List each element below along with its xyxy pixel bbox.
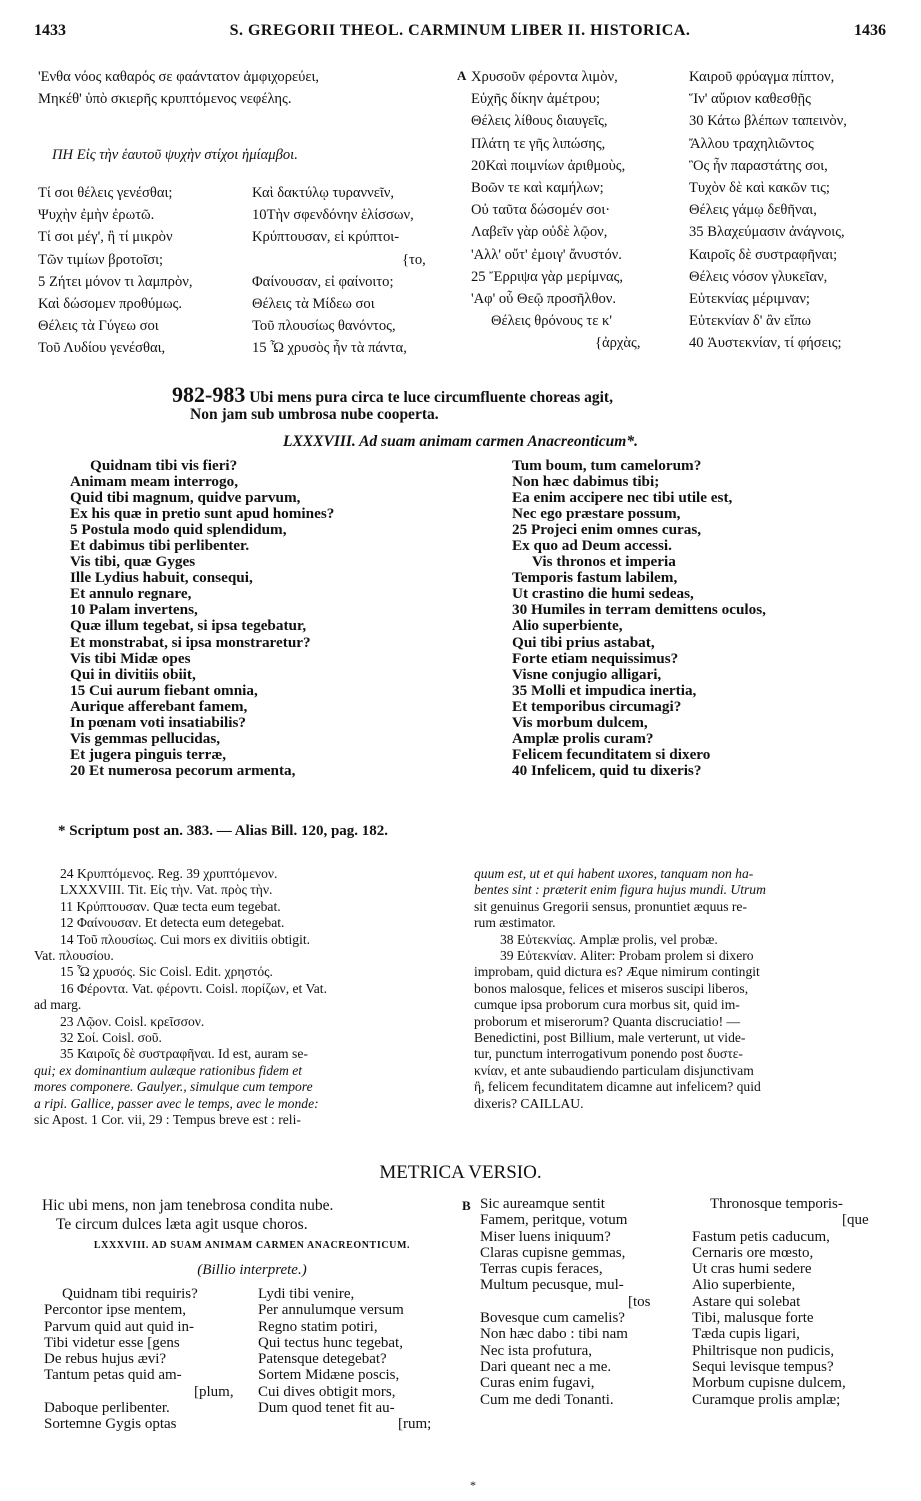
metrica-verse: Alio superbiente, [692, 1277, 796, 1294]
note-line: qui; ex dominantium aulæque rationibus fidem et [34, 1062, 303, 1078]
greek-verse: Τῶν τιμίων βροτοῖσι; [38, 251, 164, 268]
greek-verse: 40 Ἀυστεκνίαν, τί φήσεις; [689, 335, 842, 352]
note-line: rum æstimator. [474, 915, 556, 931]
greek-verse: Θέλεις τὰ Γύγεω σοι [38, 318, 159, 335]
greek-verse: Καὶ δακτύλῳ τυραννεῖν, [252, 185, 395, 201]
page-number-left: 1433 [34, 22, 66, 39]
greek-verse: Τοῦ Λυδίου γενέσθαι, [38, 340, 166, 357]
note-line: sit genuinus Gregorii sensus, pronuntiet æquus re- [474, 898, 747, 914]
metrica-verse: Bovesque cum camelis? [480, 1310, 625, 1327]
column-range-number: 982-983 [172, 386, 246, 406]
greek-verse: Καιροῦ φρύαγμα πίπτον, [689, 69, 835, 85]
metrica-verse: Cui dives obtigit mors, [258, 1383, 396, 1400]
metrica-intro-line: Te circum dulces læta agit usque choros. [56, 1216, 308, 1233]
metrica-verse: Sequi levisque tempus? [692, 1358, 834, 1375]
greek-intro [38, 66, 453, 110]
metrica-verse: Regno statim potiri, [258, 1318, 378, 1335]
margin-marker-a: A [457, 68, 467, 83]
latin-verse: Alio superbiente, [512, 618, 623, 635]
note-line: ἢ, felicem fecunditatem dicamne aut infelicem? quid [474, 1079, 761, 1095]
latin-verse: Quid tibi magnum, quidve parvum, [70, 490, 301, 507]
greek-verse: Λαβεῖν γὰρ οὐδὲ λῷον, [471, 224, 608, 241]
metrica-intro-line: Hic ubi mens, non jam tenebrosa condita nube. [42, 1197, 334, 1214]
metrica-verse: Tibi, malusque forte [692, 1310, 814, 1327]
note-line: 23 Λῷον. Coisl. κρεῖσσον. [60, 1013, 205, 1029]
latin-verse: Forte etiam nequissimus? [512, 650, 679, 667]
metrica-column-1 [44, 1286, 256, 1433]
margin-marker-b: B [462, 1198, 471, 1213]
greek-verse: Οὐ ταῦτα δώσομέν σοι· [471, 202, 611, 219]
note-line: a ripi. Gallice, passer avec le temps, avec le monde: [34, 1095, 319, 1111]
note-line: sic Apost. 1 Cor. vii, 29 : Tempus breve est : reli- [34, 1112, 301, 1128]
page-number-right: 1436 [854, 22, 886, 39]
metrica-verse: Sic aureamque sentit [480, 1196, 605, 1212]
latin-verse: 40 Infelicem, quid tu dixeris? [512, 762, 702, 779]
note-line: bentes sint : præterit enim figura hujus mundi. Utrum [474, 882, 766, 898]
metrica-verse: Cernaris ore mœsto, [692, 1244, 814, 1261]
latin-verse: Et temporibus circumagi? [512, 698, 682, 715]
metrica-verse: Cum me dedi Tonanti. [480, 1391, 614, 1408]
metrica-verse: Curas enim fugavi, [480, 1375, 595, 1392]
metrica-verse: Fastum petis caducum, [692, 1228, 830, 1245]
greek-verse: Θέλεις γάμῳ δεθῆναι, [689, 202, 817, 219]
metrica-verse-continuation: [tos [628, 1293, 651, 1310]
latin-column-1 [70, 458, 505, 779]
greek-verse: Βοῶν τε καὶ καμήλων; [471, 180, 604, 197]
latin-verse: Vis tibi, quæ Gyges [70, 554, 196, 571]
latin-verse: Ut crastino die humi sedeas, [512, 586, 694, 603]
note-line: quum est, ut et qui habent uxores, tanquam non ha- [474, 866, 754, 881]
note-line: 15 Ὦ χρυσός. Sic Coisl. Edit. χρηστός. [60, 964, 273, 980]
latin-verse: 15 Cui aurum fiebant omnia, [70, 682, 258, 699]
latin-intro-line: Non jam sub umbrosa nube cooperta. [190, 406, 439, 423]
greek-verse-continuation: {ἀρχὰς, [595, 335, 641, 352]
notes-column-2 [474, 866, 890, 1112]
latin-verse: Qui tibi prius astabat, [512, 634, 655, 651]
note-line: 38 Εὐτεκνίας. Amplæ prolis, vel probæ. [500, 931, 718, 947]
metrica-intro [42, 1196, 462, 1234]
latin-verse: Quidnam tibi vis fieri? [90, 458, 238, 474]
note-line: κνίαν, et ante subaudiendo particulam disjunctivam [474, 1062, 754, 1078]
note-line: 39 Εὐτεκνίαν. Aliter: Probam prolem si dixero [500, 948, 754, 964]
metrica-verse: Ut cras humi sedere [692, 1261, 812, 1278]
metrica-column-4 [692, 1196, 892, 1408]
metrica-verse: Sortem Midæne poscis, [258, 1367, 400, 1384]
metrica-column-2 [258, 1286, 463, 1433]
latin-intro [172, 386, 872, 423]
greek-verse: 'Αλλ' οὔτ' ἐμοιγ' ἄνυστόν. [471, 246, 622, 263]
latin-verse: Temporis fastum labilem, [512, 570, 678, 587]
greek-verse: 5 Ζήτει μόνον τι λαμπρὸν, [38, 273, 193, 290]
metrica-verse-continuation: [rum; [398, 1416, 432, 1433]
latin-verse: Et jugera pinguis terræ, [70, 746, 227, 763]
latin-verse: Aurique afferebant famem, [70, 698, 248, 715]
latin-verse: 25 Projeci enim omnes curas, [512, 522, 702, 539]
metrica-verse: Lydi tibi venire, [258, 1286, 355, 1302]
latin-verse: Ea enim accipere nec tibi utile est, [512, 490, 733, 507]
note-line: 32 Σοί. Coisl. σοῦ. [60, 1030, 162, 1046]
greek-verse: 30 Κάτω βλέπων ταπεινὸν, [689, 113, 847, 130]
latin-verse: Vis morbum dulcem, [512, 714, 648, 731]
metrica-verse: Parvum quid aut quid in- [44, 1318, 194, 1335]
greek-verse: Τί σοι θέλεις γενέσθαι; [38, 185, 173, 201]
metrica-verse: Sortemne Gygis optas [44, 1416, 177, 1433]
latin-verse: Vis tibi Midæ opes [70, 650, 191, 667]
greek-verse: Τοῦ πλουσίως θανόντος, [252, 318, 396, 335]
greek-intro-line: 'Ενθα νόος καθαρός σε φαάντατον ἀμφιχορεύει, [38, 69, 320, 85]
latin-verse: Tum boum, tum camelorum? [512, 458, 702, 474]
latin-title: LXXXVIII. Ad suam animam carmen Anacreonticum*. [283, 433, 638, 450]
greek-verse: Ἵν' αὔριον καθεσθῇς [689, 91, 811, 108]
metrica-verse-continuation: [que [842, 1212, 869, 1229]
metrica-verse-continuation: [plum, [194, 1383, 234, 1400]
note-line: Vat. πλουσίου. [34, 948, 114, 964]
latin-verse: Nec ego præstare possum, [512, 506, 681, 523]
greek-verse: Ἄλλου τραχηλιῶντος [689, 135, 814, 152]
latin-verse: Vis gemmas pellucidas, [70, 730, 221, 747]
greek-verse: Φαίνουσαν, εἰ φαίνοιτο; [252, 273, 394, 290]
greek-verse: Θέλεις νόσον γλυκεῖαν, [689, 268, 828, 285]
note-line: bonos malosque, felices et miseros suscipi liberos, [474, 980, 749, 996]
greek-verse: 10Τὴν σφενδόνην ἑλίσσων, [252, 207, 414, 224]
metrica-verse: Tibi videtur esse [gens [44, 1334, 180, 1351]
latin-verse: Et dabimus tibi perlibenter. [70, 538, 250, 555]
greek-verse: Θέλεις λίθους διαυγεῖς, [471, 113, 608, 130]
metrica-verse: Nec ista profutura, [480, 1342, 593, 1359]
latin-verse: Visne conjugio alligari, [512, 666, 662, 683]
metrica-verse: Non hæc dabo : tibi nam [480, 1326, 628, 1343]
metrica-verse: Philtrisque non pudicis, [692, 1342, 835, 1359]
greek-verse: 15 Ὦ χρυσὸς ἦν τὰ πάντα, [252, 340, 407, 357]
latin-verse: 20 Et numerosa pecorum armenta, [70, 762, 296, 779]
note-line: improbam, quid dictura es? Æque nimirum contingit [474, 964, 760, 980]
note-line: 35 Καιροῖς δὲ συστραφῆναι. Id est, auram se- [60, 1046, 308, 1062]
greek-verse: 25 Ἔρριψα γὰρ μερίμνας, [471, 268, 624, 285]
metrica-verse: Dum quod tenet fit au- [258, 1400, 395, 1417]
latin-verse: Et annulo regnare, [70, 586, 192, 603]
metrica-verse: Astare qui solebat [692, 1293, 801, 1310]
greek-verse: 20Καὶ ποιμνίων ἀριθμοὺς, [471, 157, 626, 174]
latin-verse: Animam meam interrogo, [70, 474, 239, 491]
note-line: 16 Φέροντα. Vat. φέροντι. Coisl. πορίζων, et Vat. [60, 980, 327, 996]
greek-verse: Καὶ δώσομεν προθύμως. [38, 296, 183, 313]
note-line: 14 Τοῦ πλουσίως. Cui mors ex divitiis obtigit. [60, 931, 311, 947]
metrica-title: LXXXVIII. AD SUAM ANIMAM CARMEN ANACREONTICUM. [93, 1240, 411, 1251]
greek-verse: Πλάτη τε γῆς λιπώσης, [471, 135, 606, 152]
greek-verse: Εὐτεκνίαν δ' ἂν εἴπω [689, 313, 811, 330]
latin-verse: Ex his quæ in pretio sunt apud homines? [70, 506, 335, 523]
greek-verse: Ὃς ἦν παραστάτης σοι, [689, 157, 828, 174]
latin-verse: Ille Lydius habuit, consequi, [70, 570, 253, 587]
latin-verse: 5 Postula modo quid splendidum, [70, 522, 287, 539]
metrica-verse: Multum pecusque, mul- [480, 1277, 624, 1294]
metrica-verse: Morbum cupisne dulcem, [692, 1375, 846, 1392]
latin-column-2 [512, 458, 892, 779]
note-line: ad marg. [34, 997, 82, 1013]
metrica-verse: Qui tectus hunc tegebat, [258, 1334, 403, 1351]
metrica-verse: Claras cupisne gemmas, [480, 1244, 626, 1261]
metrica-verse: Patensque detegebat? [258, 1351, 387, 1368]
greek-verse: 'Αφ' οὗ Θεῷ προσῆλθον. [471, 291, 617, 308]
running-header [34, 22, 886, 46]
metrica-verse: Quidnam tibi requiris? [62, 1286, 198, 1302]
latin-verse: Ex quo ad Deum accessi. [512, 538, 672, 555]
metrica-verse: Per annulumque versum [258, 1302, 404, 1319]
metrica-subtitle: (Billio interprete.) [197, 1262, 307, 1278]
footer-mark: * [470, 1478, 476, 1492]
metrica-verse: Curamque prolis amplæ; [692, 1391, 841, 1408]
greek-column-1 [38, 182, 248, 360]
greek-verse: Εὐχῆς δίκην ἀμέτρου; [471, 91, 601, 108]
greek-verse-continuation: {το, [402, 251, 426, 268]
latin-verse: Non hæc dabimus tibi; [512, 474, 660, 491]
greek-verse: Τυχὸν δὲ καὶ κακῶν τις; [689, 180, 830, 197]
note-line: LXXXVIII. Tit. Εἰς τὴν. Vat. πρὸς τὴν. [60, 882, 273, 898]
note-line: 12 Φαίνουσαν. Et detecta eum detegebat. [60, 915, 285, 931]
greek-poem-title: ΠΗ Εἰς τὴν ἑαυτοῦ ψυχὴν στίχοι ἡμίαμβοι. [52, 147, 298, 163]
latin-verse: Vis thronos et imperia [532, 554, 676, 571]
metrica-verse: De rebus hujus ævi? [44, 1351, 167, 1368]
metrica-verse: Tantum petas quid am- [44, 1367, 182, 1384]
latin-intro-line: Ubi mens pura circa te luce circumfluente choreas agit, [249, 389, 613, 406]
note-line: Benedictini, post Billium, male verterunt, ut vide- [474, 1030, 746, 1046]
greek-verse: 35 Βλαχεύμασιν ἀνάγνοις, [689, 224, 845, 241]
latin-verse: In pœnam voti insatiabilis? [70, 714, 246, 731]
latin-verse: Amplæ prolis curam? [512, 730, 654, 747]
metrica-verse: Daboque perlibenter. [44, 1400, 170, 1417]
latin-verse: Quæ illum tegebat, si ipsa tegebatur, [70, 618, 307, 635]
greek-column-3 [471, 66, 683, 355]
note-line: dixeris? CAILLAU. [474, 1095, 584, 1111]
greek-verse: Καιροῖς δὲ συστραφῆναι; [689, 246, 838, 263]
latin-verse: 35 Molli et impudica inertia, [512, 682, 697, 699]
latin-verse: Et monstrabat, si ipsa monstraretur? [70, 634, 311, 651]
metrica-verse: Dari queant nec a me. [480, 1358, 612, 1375]
notes-column-1 [34, 866, 454, 1129]
greek-column-2 [252, 182, 457, 360]
greek-verse: Εὐτεκνίας μέριμναν; [689, 291, 810, 308]
note-line: proborum et miserorum? Quanta discruciatio! — [474, 1013, 741, 1029]
metrica-column-3 [480, 1196, 685, 1408]
greek-verse: Θέλεις θρόνους τε κ' [491, 313, 612, 330]
note-line: tur, punctum interrogativum ponendo post δυστε- [474, 1046, 743, 1062]
running-title: S. GREGORII THEOL. CARMINUM LIBER II. HISTORICA. [229, 22, 691, 39]
metrica-verse: Famem, peritque, votum [480, 1212, 628, 1229]
metrica-verse: Thronosque temporis- [710, 1196, 843, 1212]
greek-verse: Θέλεις τὰ Μίδεω σοι [252, 296, 375, 313]
greek-verse: Τί σοι μέγ', ἢ τί μικρὸν [38, 229, 173, 246]
note-line: cumque ipsa proborum cura morbus sit, quid im- [474, 997, 740, 1013]
latin-footnote: * Scriptum post an. 383. — Alias Bill. 120, pag. 182. [58, 823, 389, 839]
note-line: 11 Κρύπτουσαν. Quæ tecta eum tegebat. [60, 898, 281, 914]
greek-verse: Ψυχὴν ἐμὴν ἐρωτῶ. [38, 207, 155, 224]
note-line: mores componere. Gaulyer., simulque cum tempore [34, 1079, 313, 1095]
note-line: 24 Κρυπτόμενος. Reg. 39 χρυπτόμενον. [60, 866, 278, 881]
latin-verse: Qui in divitiis obiit, [70, 666, 196, 683]
greek-verse: Κρύπτουσαν, εἰ κρύπτοι- [252, 229, 400, 246]
latin-verse: Felicem fecunditatem si dixero [512, 746, 711, 763]
latin-verse: 30 Humiles in terram demittens oculos, [512, 602, 766, 619]
metrica-verse: Percontor ipse mentem, [44, 1302, 187, 1319]
greek-intro-line: Μηκέθ' ὑπὸ σκιερῆς κρυπτόμενος νεφέλης. [38, 91, 292, 108]
greek-verse: Χρυσοῦν φέροντα λιμὸν, [471, 69, 618, 85]
metrica-verse: Miser luens iniquum? [480, 1228, 611, 1245]
metrica-heading: METRICA VERSIO. [379, 1162, 542, 1183]
latin-verse: 10 Palam invertens, [70, 602, 198, 619]
greek-column-4 [689, 66, 889, 355]
metrica-verse: Terras cupis feraces, [480, 1261, 603, 1278]
metrica-verse: Tæda cupis ligari, [692, 1326, 800, 1343]
